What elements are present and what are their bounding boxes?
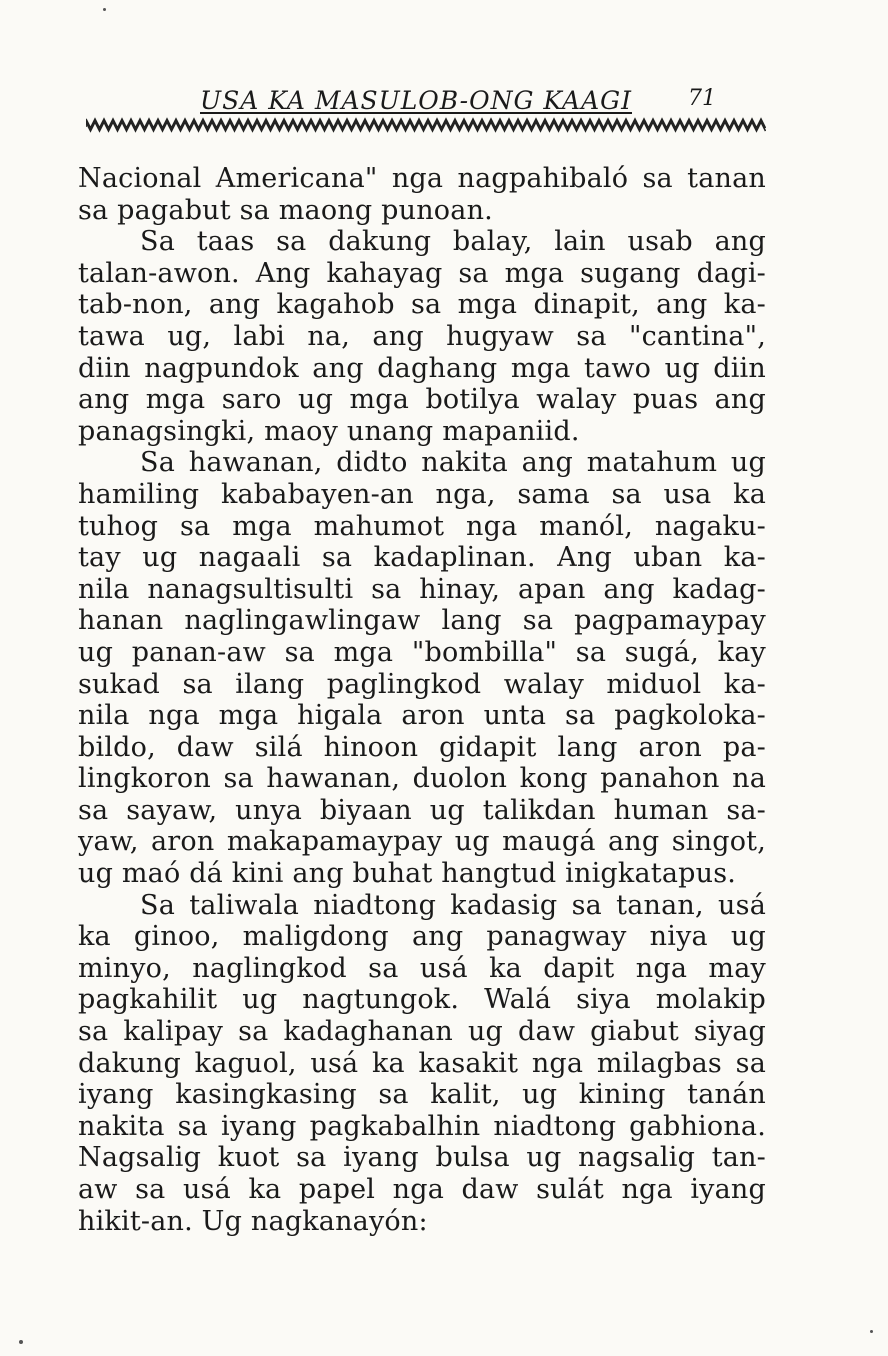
text-line: minyo, naglingkod sa usá ka dapit nga may (78, 952, 766, 984)
body-text (78, 163, 766, 1237)
text-line: Sa hawanan, didto nakita ang matahum ug (140, 447, 766, 479)
text-line: diin nagpundok ang daghang mga tawo ug diin (78, 352, 766, 384)
text-line: tay ug nagaali sa kadaplinan. Ang uban ka- (78, 542, 766, 574)
text-line: tuhog sa mga mahumot nga manól, nagaku- (78, 510, 766, 542)
text-line: nila nanagsultisulti sa hinay, apan ang kadag- (78, 573, 766, 605)
text-line: dakung kaguol, usá ka kasakit nga milagbas sa (78, 1047, 766, 1079)
text-line: sa kalipay sa kadaghanan ug daw giabut siyag (78, 1016, 766, 1048)
text-line: panagsingki, maoy unang mapaniid. (78, 415, 580, 447)
text-line: Sa taliwala niadtong kadasig sa tanan, usá (140, 889, 766, 921)
text-line: Nacional Americana" nga nagpahibaló sa tanan (78, 163, 766, 194)
text-line: hamiling kababayen-an nga, sama sa usa ka (78, 478, 766, 510)
text-line: ug panan-aw sa mga "bombilla" sa sugá, kay (78, 636, 766, 668)
text-line: hanan naglingawlingaw lang sa pagpamaypay (78, 605, 766, 637)
text-line: hikit-an. Ug nagkanayón: (78, 1205, 428, 1237)
text-line: aw sa usá ka papel nga daw sulát nga iyang (78, 1174, 766, 1205)
print-speck (870, 1330, 873, 1333)
text-line: pagkahilit ug nagtungok. Walá siya molakip (78, 984, 766, 1016)
print-speck (103, 8, 106, 11)
text-line: sa sayaw, unya biyaan ug talikdan human sa- (78, 794, 766, 826)
text-line: lingkoron sa hawanan, duolon kong panahon na (78, 763, 766, 795)
print-speck (19, 1340, 23, 1344)
page-number: 71 (688, 86, 716, 111)
text-line: ang mga saro ug mga botilya walay puas ang (78, 384, 766, 416)
text-line: tawa ug, labi na, ang hugyaw sa "cantina", (78, 320, 766, 352)
text-line: tab-non, ang kagahob sa mga dinapit, ang ka- (78, 289, 766, 321)
text-line: talan-awon. Ang kahayag sa mga sugang dagi- (78, 257, 766, 289)
text-line: nakita sa iyang pagkabalhin niadtong gabhiona. (78, 1110, 766, 1142)
running-title: USA KA MASULOB-ONG KAAGI (200, 86, 632, 115)
text-line: sukad sa ilang paglingkod walay miduol ka- (78, 668, 766, 700)
ornamental-wave-rule (86, 116, 766, 134)
text-line: ug maó dá kini ang buhat hangtud inigkatapus. (78, 858, 737, 890)
text-line: yaw, aron makapamaypay ug maugá ang singot, (78, 826, 766, 858)
text-line: sa pagabut sa maong punoan. (78, 194, 493, 226)
text-line: Nagsalig kuot sa iyang bulsa ug nagsalig tan- (78, 1142, 766, 1174)
text-line: bildo, daw silá hinoon gidapit lang aron pa- (78, 731, 766, 763)
text-line: Sa taas sa dakung balay, lain usab ang (140, 226, 766, 258)
text-line: ka ginoo, maligdong ang panagway niya ug (78, 921, 766, 953)
text-line: iyang kasingkasing sa kalit, ug kining tanán (78, 1079, 766, 1111)
text-line: nila nga mga higala aron unta sa pagkoloka- (78, 700, 766, 732)
running-head (160, 86, 720, 120)
